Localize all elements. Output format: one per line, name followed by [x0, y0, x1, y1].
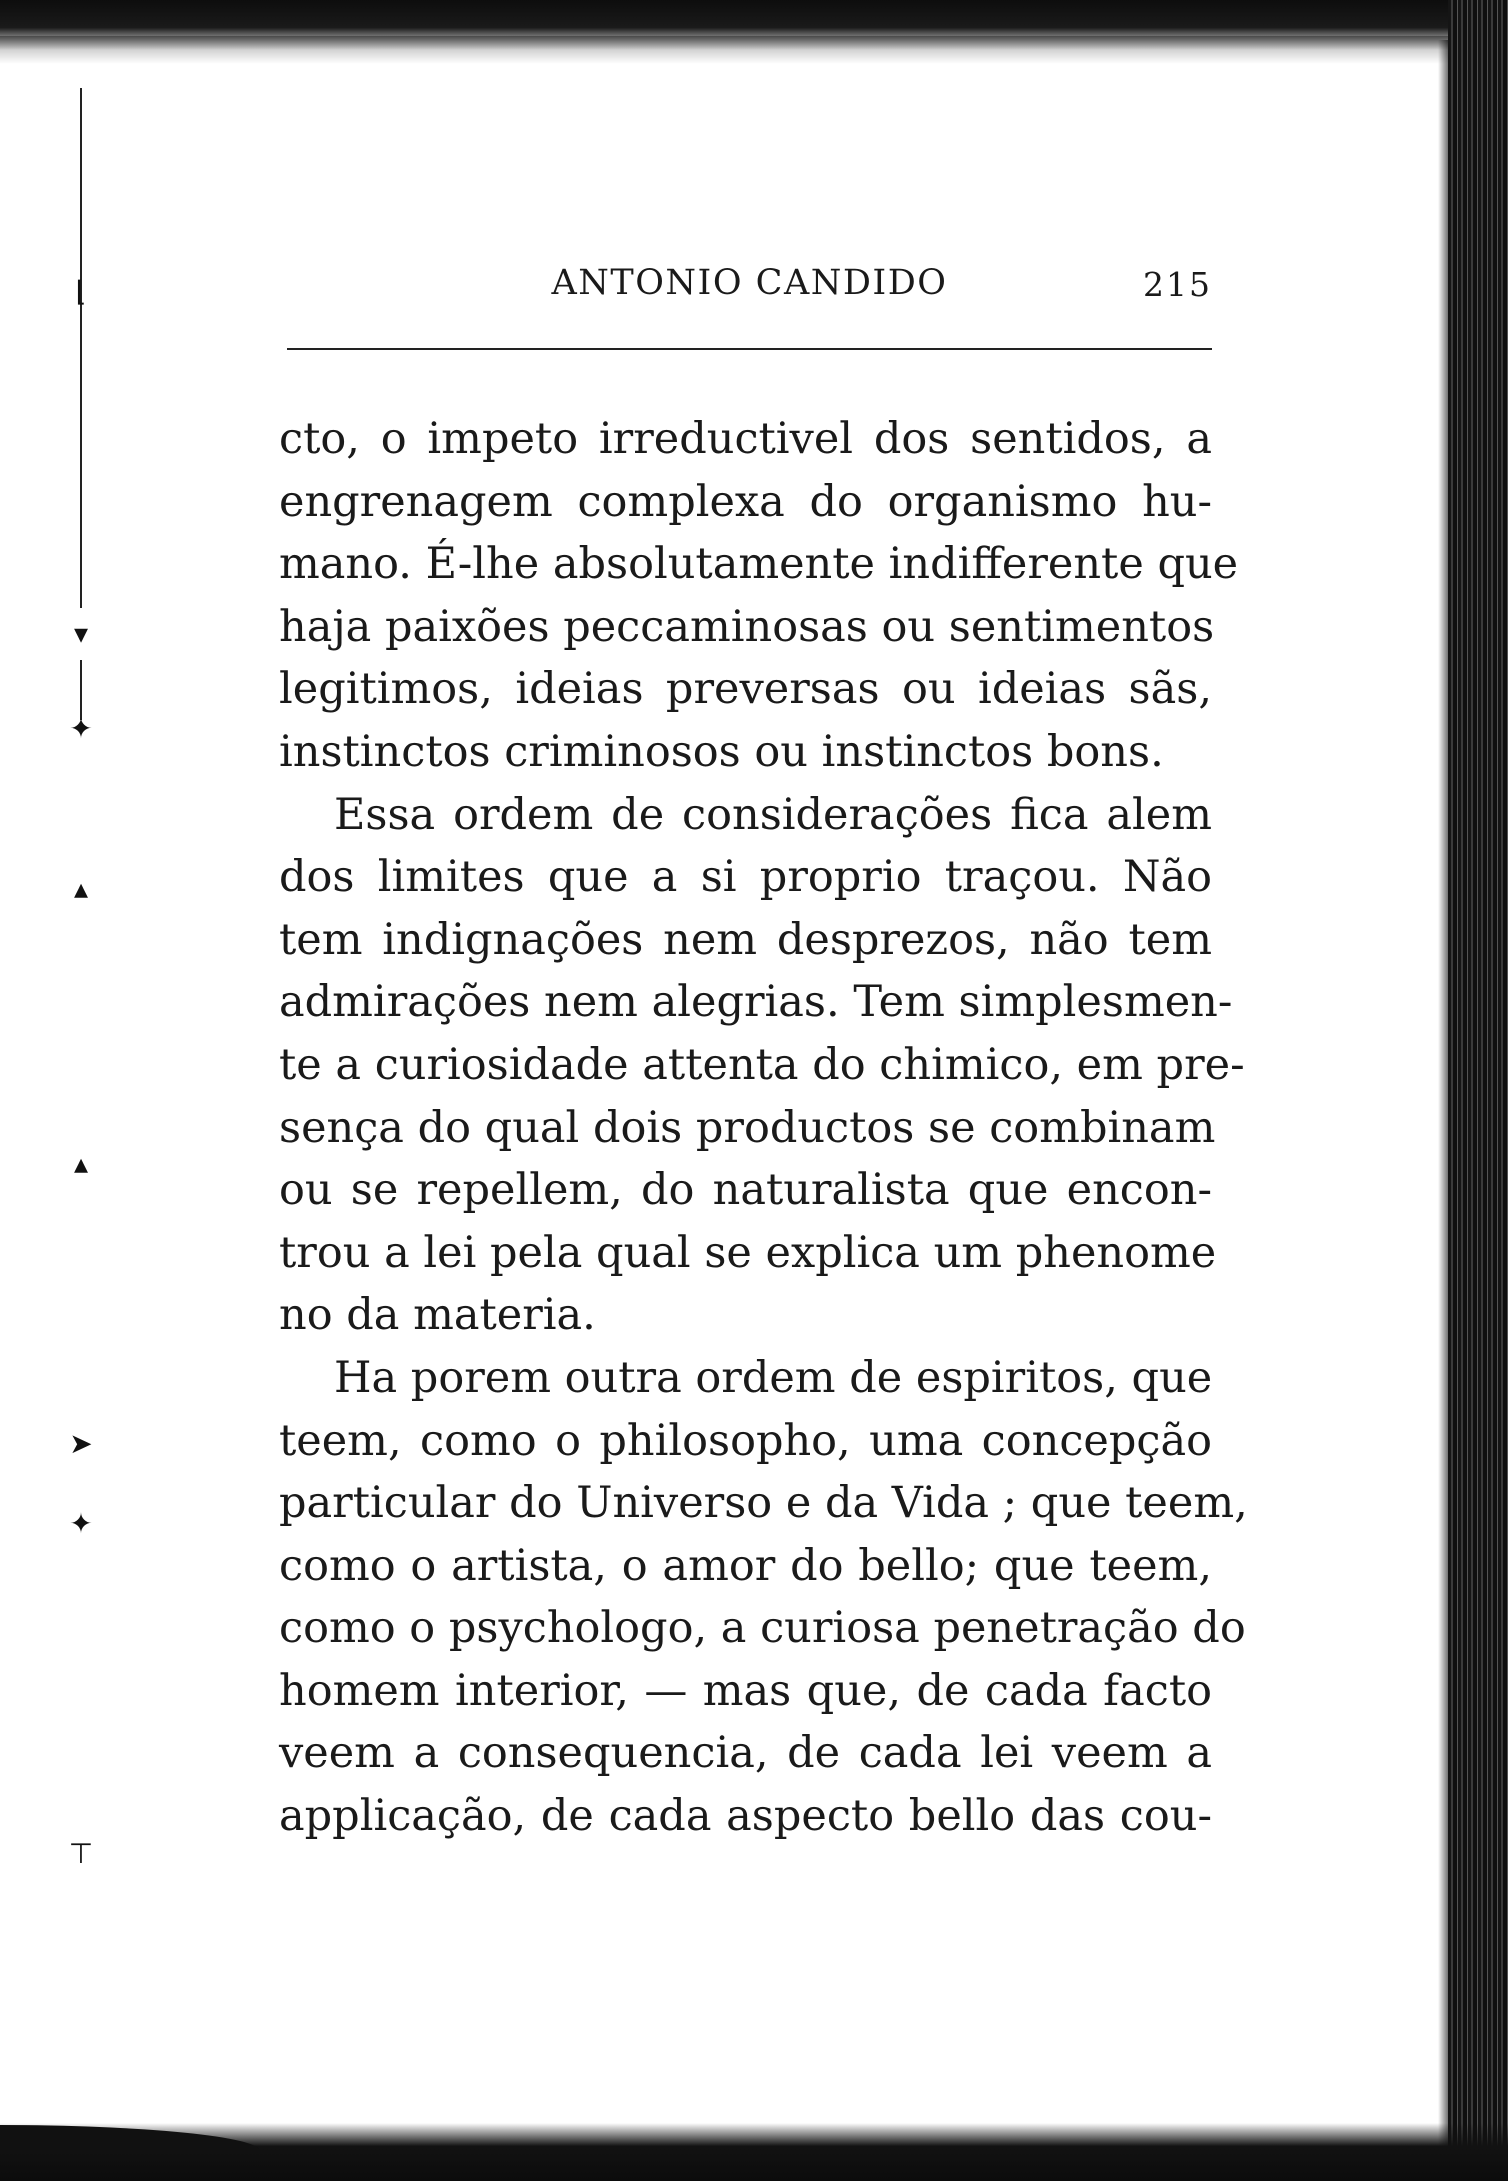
running-head-title: ANTONIO CANDIDO	[551, 263, 948, 303]
margin-mark-icon: ✦	[69, 712, 93, 745]
text-line: dos limites que a si proprio traçou. Não	[279, 852, 1212, 903]
text-line: mano. É-lhe absolutamente indifferente que	[279, 539, 1239, 590]
margin-mark-icon: ▾	[73, 617, 89, 650]
scan-top-shadow	[0, 36, 1508, 64]
text-line: tem indignações nem desprezos, não tem	[279, 914, 1212, 965]
text-line: haja paixões peccaminosas ou sentimentos	[279, 601, 1215, 652]
running-header	[287, 258, 1212, 308]
text-line: cto, o impeto irreductivel dos sentidos, a	[279, 414, 1212, 464]
text-line: ou se repellem, do naturalista que encon-	[279, 1165, 1212, 1216]
text-line: no da materia.	[279, 1290, 596, 1341]
margin-mark-icon: ▴	[73, 1147, 89, 1180]
header-rule	[287, 348, 1212, 350]
text-line: teem, como o philosopho, uma concepção	[279, 1415, 1212, 1466]
scan-bottom-edge	[0, 2123, 1508, 2181]
page-number: 215	[1143, 265, 1212, 304]
text-line: trou a lei pela qual se explica um phenome	[279, 1227, 1217, 1278]
margin-mark-icon: ⌊	[75, 275, 87, 308]
margin-mark-icon: ⊤	[68, 1837, 94, 1870]
margin-mark-icon: ▴	[73, 872, 89, 905]
text-line: particular do Universo e da Vida ; que teem,	[279, 1478, 1248, 1529]
text-line: como o psychologo, a curiosa penetração do	[279, 1603, 1246, 1654]
text-line: veem a consequencia, de cada lei veem a	[279, 1728, 1212, 1779]
margin-rule	[80, 88, 82, 608]
body-text	[279, 408, 1248, 1848]
text-line: Essa ordem de considerações fica alem	[334, 789, 1212, 840]
margin-mark-icon: ✦	[69, 1507, 93, 1540]
scan-right-shadow	[1438, 40, 1448, 2170]
text-line: sença do qual dois productos se combinam	[279, 1102, 1216, 1153]
margin-mark-icon: ➤	[69, 1427, 93, 1460]
text-line: applicação, de cada aspecto bello das cou-	[279, 1791, 1212, 1842]
text-line: engrenagem complexa do organismo hu-	[279, 476, 1212, 527]
text-line: homem interior, — mas que, de cada facto	[279, 1665, 1212, 1716]
scan-right-edge	[1448, 0, 1508, 2181]
text-line: te a curiosidade attenta do chimico, em pre-	[279, 1039, 1245, 1090]
margin-rule	[80, 660, 82, 720]
text-line: instinctos criminosos ou instinctos bons.	[279, 726, 1164, 777]
text-line: admirações nem alegrias. Tem simplesmen-	[279, 977, 1233, 1028]
text-line: legitimos, ideias preversas ou ideias sãs,	[279, 664, 1212, 715]
text-line: Ha porem outra ordem de espiritos, que	[334, 1352, 1213, 1403]
text-line: como o artista, o amor do bello; que teem,	[279, 1540, 1212, 1591]
